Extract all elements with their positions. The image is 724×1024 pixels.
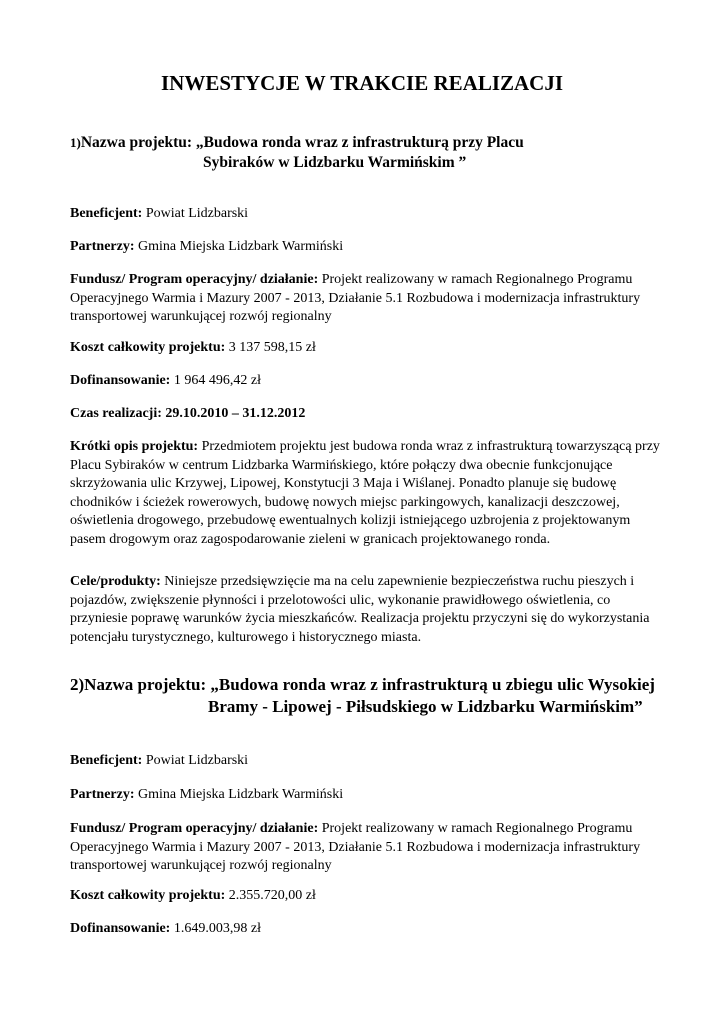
- koszt-label: Koszt całkowity projektu:: [70, 340, 226, 355]
- partnerzy-label: Partnerzy:: [70, 787, 135, 802]
- partnerzy-label: Partnerzy:: [70, 239, 135, 254]
- project-2-heading: [70, 674, 670, 718]
- project-1-beneficjent: [70, 205, 660, 224]
- project-1-title-line1: Nazwa projektu: „Budowa ronda wraz z infrastrukturą przy Placu: [80, 134, 524, 151]
- beneficjent-value: Powiat Lidzbarski: [142, 753, 249, 768]
- project-1-heading: [70, 133, 670, 173]
- project-1-fundusz: [70, 271, 660, 327]
- project-2-title-line2: Bramy - Lipowej - Piłsudskiego w Lidzbarku Warmińskim”: [208, 697, 643, 716]
- cele-value: Niniejsze przedsięwzięcie ma na celu zapewnienie bezpieczeństwa ruchu pieszych i pojazdów, zwiększenie płynności i przelotowości ulic, wykonanie prawidłowego oświetlenia, co przyniesie poprawę warunków życia mieszkańców. Realizacja projektu przyczyni się do wykorzystania potencjału turystycznego, kulturowego i historycznego miasta.: [70, 574, 650, 645]
- partnerzy-value: Gmina Miejska Lidzbark Warmiński: [134, 787, 344, 802]
- koszt-label: Koszt całkowity projektu:: [70, 888, 226, 903]
- beneficjent-label: Beneficjent:: [70, 206, 143, 221]
- dofinansowanie-label: Dofinansowanie:: [70, 373, 171, 388]
- czas-value: 29.10.2010 – 31.12.2012: [161, 406, 306, 421]
- project-1-partnerzy: [70, 238, 660, 257]
- dofinansowanie-label: Dofinansowanie:: [70, 921, 171, 936]
- partnerzy-value: Gmina Miejska Lidzbark Warmiński: [134, 239, 344, 254]
- dofinansowanie-value: 1.649.003,98 zł: [170, 921, 261, 936]
- project-2-koszt: [70, 887, 660, 906]
- project-2-title-line1: Nazwa projektu: „Budowa ronda wraz z infrastrukturą u zbiegu ulic Wysokiej: [84, 675, 655, 694]
- project-1-opis: [70, 438, 660, 550]
- project-1-dofinansowanie: [70, 372, 660, 391]
- document-title: INWESTYCJE W TRAKCIE REALIZACJI: [160, 71, 564, 95]
- project-2-fundusz: [70, 820, 660, 876]
- koszt-value: 2.355.720,00 zł: [225, 888, 316, 903]
- cele-label: Cele/produkty:: [70, 574, 161, 589]
- project-1-koszt: [70, 339, 660, 358]
- project-1-title-line2: Sybiraków w Lidzbarku Warmińskim ”: [203, 154, 467, 171]
- fundusz-label: Fundusz/ Program operacyjny/ działanie:: [70, 821, 319, 836]
- project-1-number: 1): [70, 135, 81, 150]
- beneficjent-value: Powiat Lidzbarski: [142, 206, 249, 221]
- czas-label: Czas realizacji:: [70, 406, 162, 421]
- project-2-dofinansowanie: [70, 920, 660, 939]
- beneficjent-label: Beneficjent:: [70, 753, 143, 768]
- project-1-heading-line1: [70, 133, 670, 153]
- fundusz-label: Fundusz/ Program operacyjny/ działanie:: [70, 272, 319, 287]
- project-2-heading-line1: [70, 674, 670, 696]
- opis-value: Przedmiotem projektu jest budowa ronda wraz z infrastrukturą towarzyszącą przy Placu Sybiraków w centrum Lidzbarka Warmińskiego, które połączy dwa obecnie funkcjonujące skrzyżowania ulic Krzywej, Lipowej, Konstytucji 3 Maja i Wiślanej. Ponadto planuje się budowę chodników i ścieżek rowerowych, budowę nowych miejsc parkingowych, kanalizacji deszczowej, oświetlenia drogowego, przebudowę ewentualnych kolizji istniejącego uzbrojenia z projektowanym pasem drogowym oraz zagospodarowanie zieleni w granicach projektowanego ronda.: [70, 439, 660, 547]
- dofinansowanie-value: 1 964 496,42 zł: [170, 373, 261, 388]
- project-2-number: 2): [70, 675, 85, 694]
- koszt-value: 3 137 598,15 zł: [225, 340, 316, 355]
- fundusz-value: Projekt realizowany w ramach Regionalnego Programu Operacyjnego Warmia i Mazury 2007 - 2013, Działanie 5.1 Rozbudowa i modernizacja infrastruktury transportowej warunkującej rozwój regionalny: [70, 272, 641, 325]
- project-2-beneficjent: [70, 752, 660, 771]
- project-2-partnerzy: [70, 786, 660, 805]
- project-1-czas: [70, 405, 660, 424]
- fundusz-value: Projekt realizowany w ramach Regionalnego Programu Operacyjnego Warmia i Mazury 2007 - 2013, Działanie 5.1 Rozbudowa i modernizacja infrastruktury transportowej warunkującej rozwój regionalny: [70, 821, 641, 874]
- opis-label: Krótki opis projektu:: [70, 439, 199, 454]
- project-1-cele: [70, 573, 660, 647]
